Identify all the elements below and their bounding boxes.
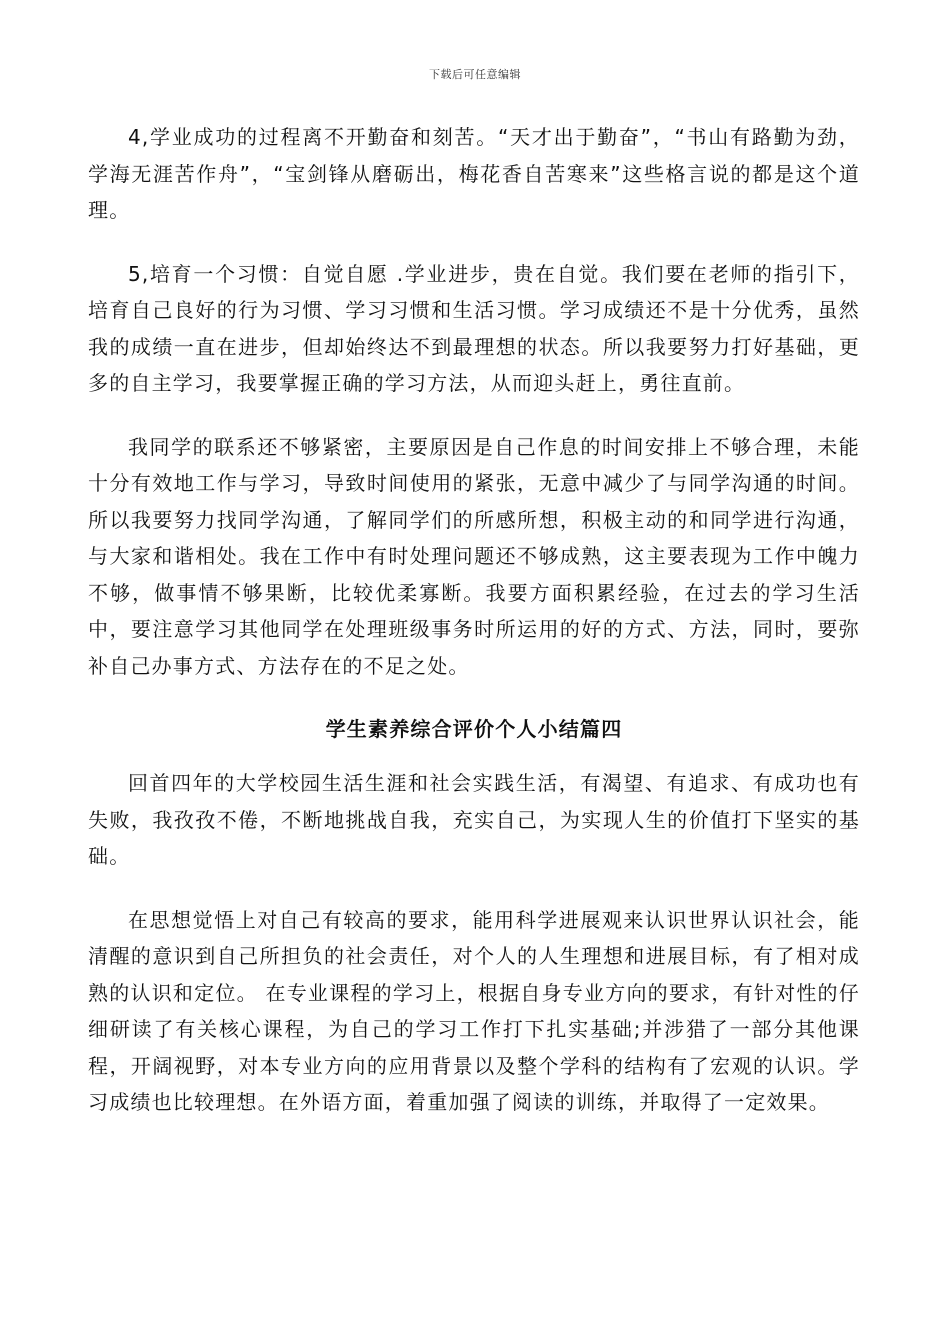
paragraph-5: 在思想觉悟上对自己有较高的要求，能用科学进展观来认识世界认识社会，能清醒的意识到自己所担负的社会责任，对个人的人生理想和进展目标，有了相对成熟的认识和定位。 在专业课程的学习上，根据自身专业方向的要求，有针对性的仔细研读了有关核心课程，为自己的学习工作打下扎实基础;并涉猎了一部分其他课程，开阔视野，对本专业方向的应用背景以及整个学科的结构有了宏观的认识。学习成绩也比较理想。在外语方面，着重加强了阅读的训练，并取得了一定效果。	[88, 907, 860, 1114]
paragraph-3: 我同学的联系还不够紧密，主要原因是自己作息的时间安排上不够合理，未能十分有效地工作与学习，导致时间使用的紧张，无意中减少了与同学沟通的时间。所以我要努力找同学沟通，了解同学们的所感所想，积极主动的和同学进行沟通，与大家和谐相处。我在工作中有时处理问题还不够成熟，这主要表现为工作中魄力不够，做事情不够果断，比较优柔寡断。我要方面积累经验，在过去的学习生活中，要注意学习其他同学在处理班级事务时所运用的好的方式、方法，同时，要弥补自己办事方式、方法存在的不足之处。	[88, 434, 860, 678]
paragraph-1: 4,学业成功的过程离不开勤奋和刻苦。“天才出于勤奋”，“书山有路勤为劲，学海无涯苦作舟”，“宝剑锋从磨砺出，梅花香自苦寒来”这些格言说的都是这个道理。	[88, 125, 860, 222]
paragraph-2: 5,培育一个习惯：自觉自愿 .学业进步，贵在自觉。我们要在老师的指引下，培育自己良好的行为习惯、学习习惯和生活习惯。学习成绩还不是十分优秀，虽然我的成绩一直在进步，但却始终达不到最理想的状态。所以我要努力打好基础，更多的自主学习，我要掌握正确的学习方法，从而迎头赶上，勇往直前。	[88, 261, 860, 395]
section-title: 学生素养综合评价个人小结篇四	[325, 717, 623, 741]
document-body	[88, 119, 860, 1148]
paragraph-4: 回首四年的大学校园生活生涯和社会实践生活，有渴望、有追求、有成功也有失败，我孜孜不倦，不断地挑战自我，充实自己，为实现人生的价值打下坚实的基础。	[88, 771, 860, 868]
page-header-note: 下载后可任意编辑	[429, 68, 521, 81]
